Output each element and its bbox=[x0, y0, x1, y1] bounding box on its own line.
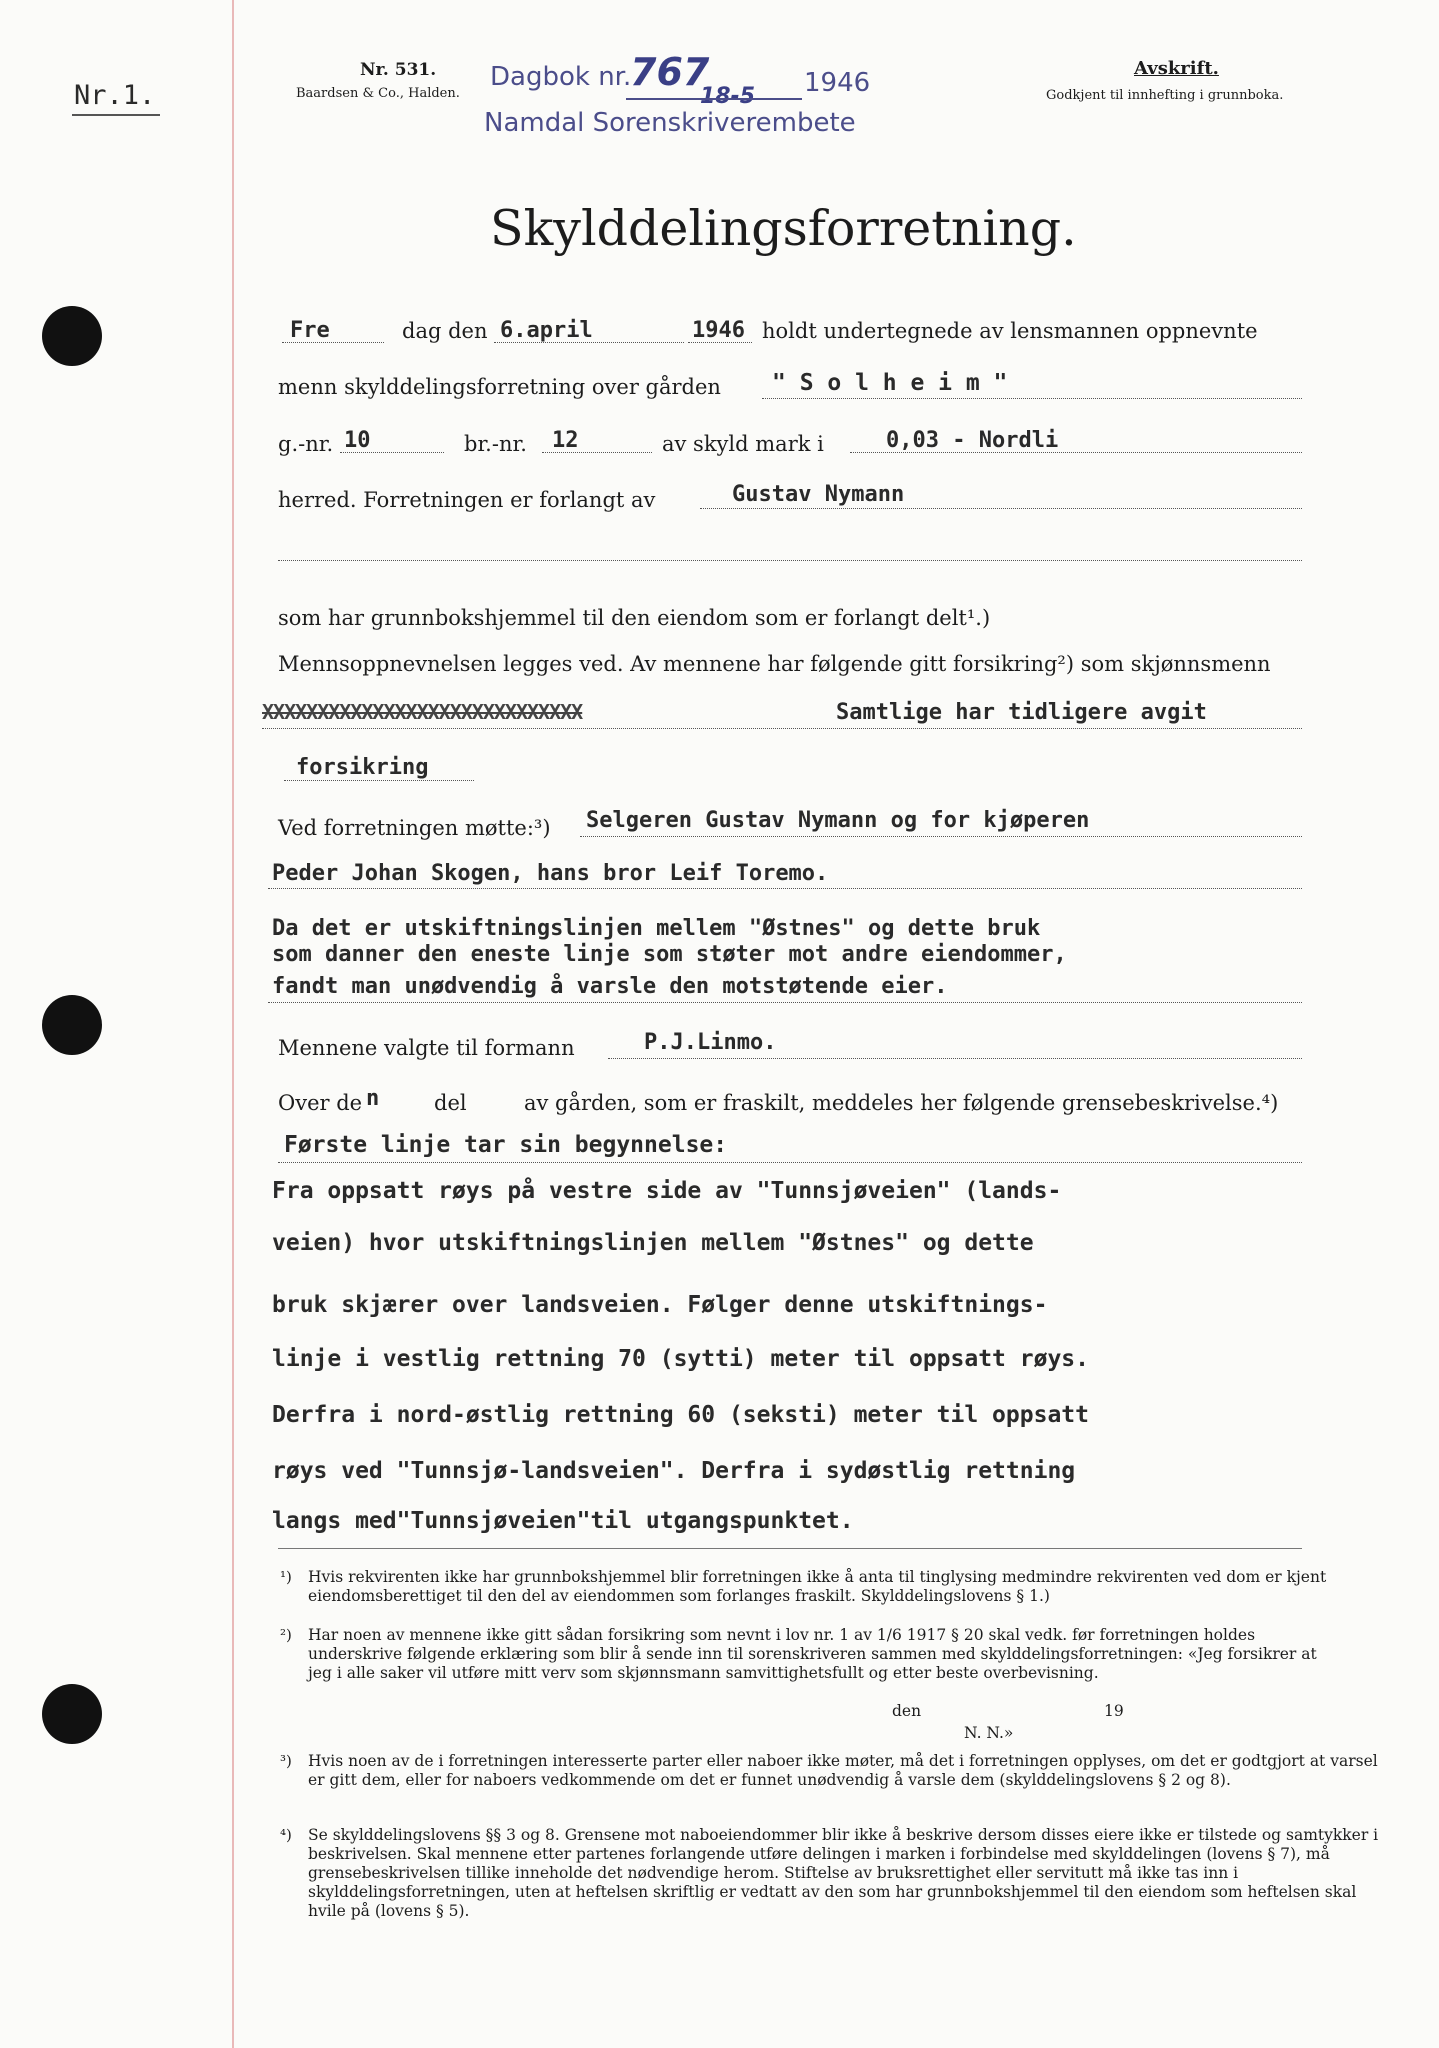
brnr-fill: 12 bbox=[552, 428, 579, 453]
punch-hole-middle bbox=[42, 995, 102, 1055]
stamp-dagbok-number: 767 bbox=[630, 50, 710, 94]
desc-line-1: Første linje tar sin begynnelse: bbox=[284, 1132, 728, 1158]
footnote-2-signature: N. N.» bbox=[964, 1724, 1014, 1742]
stamp-year: 1946 bbox=[804, 68, 871, 98]
desc-line-6: Derfra i nord-østlig rettning 60 (seksti) meter til oppsatt bbox=[272, 1402, 1089, 1428]
blank-line bbox=[278, 560, 1302, 561]
line10-fill: Selgeren Gustav Nymann og for kjøperen bbox=[586, 808, 1090, 833]
gnr-line bbox=[340, 452, 444, 453]
gnr-fill: 10 bbox=[344, 428, 371, 453]
footnote-3-text: Hvis noen av de i forretningen interesserte parter eller naboer ikke møter, må det i forretningen opplyses, om det er godtgjort at varsel er gitt dem, eller for naboers vedkommende om det er funnet unødvendig å varsle dem (skylddelingslovens § 2 og 8). bbox=[308, 1752, 1378, 1789]
form-number: Nr. 531. bbox=[360, 60, 437, 80]
desc-line-3: veien) hvor utskiftningslinjen mellem "Østnes" og dette bbox=[272, 1230, 1034, 1256]
skyld-fill: 0,03 - Nordli bbox=[886, 428, 1059, 453]
desc-underline-1 bbox=[278, 1162, 1302, 1163]
margin-line bbox=[232, 0, 234, 2048]
requested-by-fill: Gustav Nymann bbox=[732, 482, 905, 507]
line12-fill: Da det er utskiftningslinjen mellem "Østnes" og dette bruk bbox=[272, 916, 1041, 941]
chairman-line bbox=[608, 1058, 1302, 1059]
skyld-line bbox=[850, 452, 1302, 453]
footnote-2-den: den bbox=[892, 1702, 922, 1720]
farm-name-line bbox=[762, 398, 1302, 399]
line14-line bbox=[268, 1002, 1302, 1003]
line16-text-b: del bbox=[434, 1091, 467, 1115]
corner-label-underline bbox=[72, 114, 160, 116]
requested-by-line bbox=[700, 508, 1302, 509]
weekday-fill: Fre bbox=[290, 318, 330, 343]
gnr-label: g.-nr. bbox=[278, 432, 334, 456]
footnote-2-text: Har noen av mennene ikke gitt sådan forsikring som nevnt i lov nr. 1 av 1/6 1917 § 20 skal vedk. før forretningen holdes underskrive følgende erklæring som blir å sende inn til sorenskriveren sammen med skylddelingsforretningen: «Jeg forsikrer at jeg i alle saker vil utføre mitt verv som skjønnsmann samvittighetsfullt og etter beste overbevisning. bbox=[308, 1626, 1317, 1682]
stamp-number-line bbox=[626, 98, 802, 100]
footnote-4-number: ⁴) bbox=[280, 1826, 292, 1844]
avskrift-label: Avskrift. bbox=[1134, 58, 1219, 79]
line1-text: holdt undertegnede av lensmannen oppnevnte bbox=[762, 319, 1258, 343]
desc-line-8: langs med"Tunnsjøveien"til utgangspunktet. bbox=[272, 1508, 854, 1534]
desc-line-5: linje i vestlig rettning 70 (sytti) meter til oppsatt røys. bbox=[272, 1346, 1089, 1372]
struck-text: XXXXXXXXXXXXXXXXXXXXXXXXXXXXX bbox=[262, 700, 583, 724]
line11-fill: Peder Johan Skogen, hans bror Leif Toremo. bbox=[272, 861, 829, 886]
brnr-label: br.-nr. bbox=[464, 432, 527, 456]
date-fill: 6.april bbox=[500, 318, 593, 343]
line15-text: Mennene valgte til formann bbox=[278, 1036, 575, 1060]
footnote-separator bbox=[278, 1548, 1302, 1549]
line16-text-c: av gården, som er fraskilt, meddeles her følgende grensebeskrivelse.⁴) bbox=[524, 1091, 1279, 1115]
footnote-4-text: Se skylddelingslovens §§ 3 og 8. Grensene mot naboeiendommer blir ikke å beskrive dersom disses eiere ikke er tilstede og samtykker i beskrivelsen. Skal mennene etter partenes forlangende utføre delingen i marken i forbindelse med skylddelingen (lovens § 7), må grensebeskrivelsen tillike inneholde det nødvendige herom. Stiftelse av bruksrettighet eller servitutt må ikke tas inn i skylddelingsforretningen, uten at heftelsen skriftlig er vedtatt av den som har grunnbokshjemmel til den eiendom som heftelsen skal hvile på (lovens § 5). bbox=[308, 1826, 1379, 1920]
line14-fill: fandt man unødvendig å varsle den motstøtende eier. bbox=[272, 974, 948, 999]
page-title: Skylddelingsforretning. bbox=[490, 200, 1077, 257]
year-line bbox=[688, 342, 752, 343]
publisher: Baardsen & Co., Halden. bbox=[296, 86, 460, 101]
weekday-line bbox=[282, 342, 384, 343]
line2-text: menn skylddelingsforretning over gården bbox=[278, 375, 721, 399]
footnote-2-number: ²) bbox=[280, 1626, 292, 1644]
punch-hole-top bbox=[42, 306, 102, 366]
farm-name-fill: " S o l h e i m " bbox=[772, 370, 1008, 396]
line9-fill: forsikring bbox=[296, 755, 429, 780]
line16-text-a: Over de bbox=[278, 1091, 363, 1115]
line10-text: Ved forretningen møtte:³) bbox=[278, 816, 551, 840]
skyld-label: av skyld mark i bbox=[662, 432, 824, 456]
corner-label: Nr.1. bbox=[74, 80, 156, 111]
desc-line-4: bruk skjærer over landsveien. Følger denne utskiftnings- bbox=[272, 1292, 1048, 1318]
footnote-2-year: 19 bbox=[1104, 1702, 1124, 1720]
line6-text: som har grunnbokshjemmel til den eiendom som er forlangt delt¹.) bbox=[278, 606, 991, 630]
desc-line-7: røys ved "Tunnsjø-landsveien". Derfra i sydøstlig rettning bbox=[272, 1458, 1076, 1484]
punch-hole-bottom bbox=[42, 1684, 102, 1744]
line8-fill: Samtlige har tidligere avgit bbox=[836, 700, 1207, 725]
stamp-dagbok: Dagbok nr. bbox=[490, 62, 632, 92]
avskrift-note: Godkjent til innhefting i grunnboka. bbox=[1046, 88, 1284, 103]
stamp-date: 18-5 bbox=[700, 84, 756, 109]
date-line bbox=[494, 342, 684, 343]
line8-line bbox=[262, 728, 1302, 729]
line11-line bbox=[268, 888, 1302, 889]
desc-line-2: Fra oppsatt røys på vestre side av "Tunnsjøveien" (lands- bbox=[272, 1178, 1062, 1204]
brnr-line bbox=[542, 452, 652, 453]
footnote-1-text: Hvis rekvirenten ikke har grunnbokshjemmel blir forretningen ikke å anta til tinglysing medmindre rekvirenten ved dom er kjent eiendomsberettiget til den del av eiendommen som forlanges fraskilt. Skylddelingslovens § 1.) bbox=[308, 1568, 1327, 1605]
footnote-1-number: ¹) bbox=[280, 1568, 292, 1586]
year-fill: 1946 bbox=[692, 318, 745, 343]
day-label: dag den bbox=[402, 319, 488, 343]
footnote-3-number: ³) bbox=[280, 1752, 292, 1770]
chairman-fill: P.J.Linmo. bbox=[644, 1030, 777, 1055]
stamp-office: Namdal Sorenskriverembete bbox=[484, 108, 856, 138]
line7-text: Mennsoppnevnelsen legges ved. Av mennene har følgende gitt forsikring²) som skjønnsmenn bbox=[278, 652, 1271, 676]
line10-line bbox=[580, 836, 1302, 837]
line9-line bbox=[284, 780, 474, 781]
line4-text: herred. Forretningen er forlangt av bbox=[278, 488, 656, 512]
line16-fill: n bbox=[366, 1086, 380, 1111]
line13-fill: som danner den eneste linje som støter mot andre eiendommer, bbox=[272, 942, 1067, 967]
